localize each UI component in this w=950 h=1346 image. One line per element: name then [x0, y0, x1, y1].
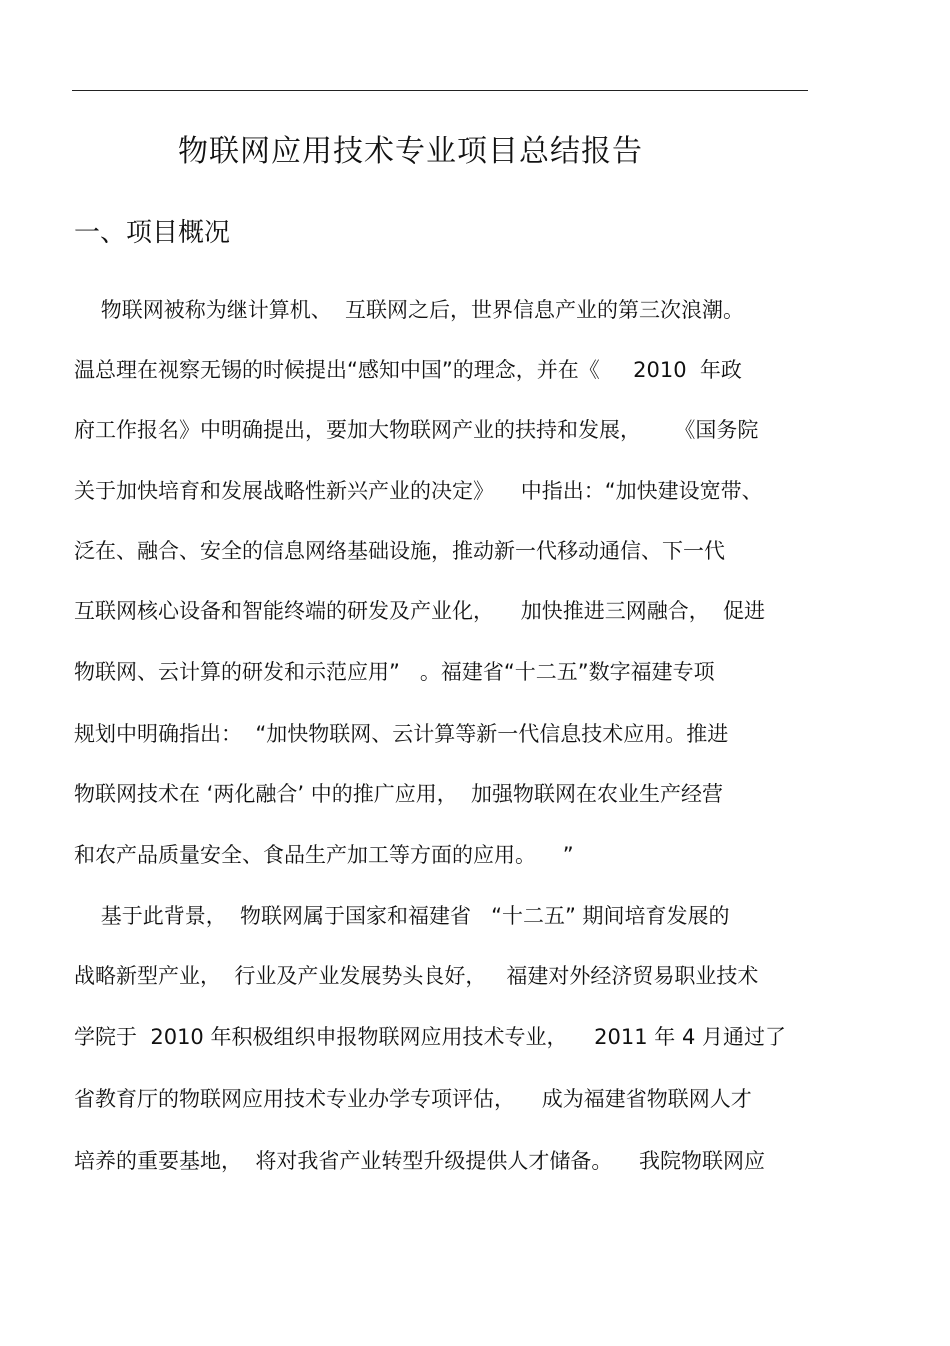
body-line: 互联网核心设备和智能终端的研发及产业化， 加快推进三网融合， 促进: [74, 599, 766, 623]
body-line: 关于加快培育和发展战略性新兴产业的决定》 中指出：“加快建设宽带、: [74, 479, 763, 503]
body-line: 省教育厅的物联网应用技术专业办学专项评估， 成为福建省物联网人才: [74, 1087, 752, 1111]
body-line: 培养的重要基地， 将对我省产业转型升级提供人才储备。 我院物联网应: [74, 1149, 766, 1173]
body-line: 物联网、云计算的研发和示范应用” 。福建省“十二五”数字福建专项: [74, 660, 715, 684]
body-line: 泛在、融合、安全的信息网络基础设施，推动新一代移动通信、下一代: [74, 539, 725, 563]
body-line: 基于此背景， 物联网属于国家和福建省 “十二五” 期间培育发展的: [74, 904, 730, 928]
document-title: 物联网应用技术专业项目总结报告: [178, 134, 643, 169]
body-line: 府工作报名》中明确提出，要加大物联网产业的扶持和发展， 《国务院: [74, 418, 759, 442]
body-line: 和农产品质量安全、食品生产加工等方面的应用。 ”: [74, 843, 574, 867]
body-line: 温总理在视察无锡的时候提出“感知中国”的理念，并在《 2010 年政: [74, 358, 742, 382]
body-line: 战略新型产业， 行业及产业发展势头良好， 福建对外经济贸易职业技术: [74, 964, 759, 988]
body-line: 物联网技术在 ‘两化融合’ 中的推广应用， 加强物联网在农业生产经营: [74, 782, 724, 806]
body-line: 规划中明确指出： “加快物联网、云计算等新一代信息技术应用。推进: [74, 722, 729, 746]
section-heading: 一、项目概况: [74, 218, 231, 248]
header-rule: [72, 90, 808, 91]
body-line: 学院于 2010 年积极组织申报物联网应用技术专业， 2011 年 4 月通过了: [74, 1025, 786, 1049]
body-line: 物联网被称为继计算机、 互联网之后，世界信息产业的第三次浪潮。: [74, 298, 745, 322]
